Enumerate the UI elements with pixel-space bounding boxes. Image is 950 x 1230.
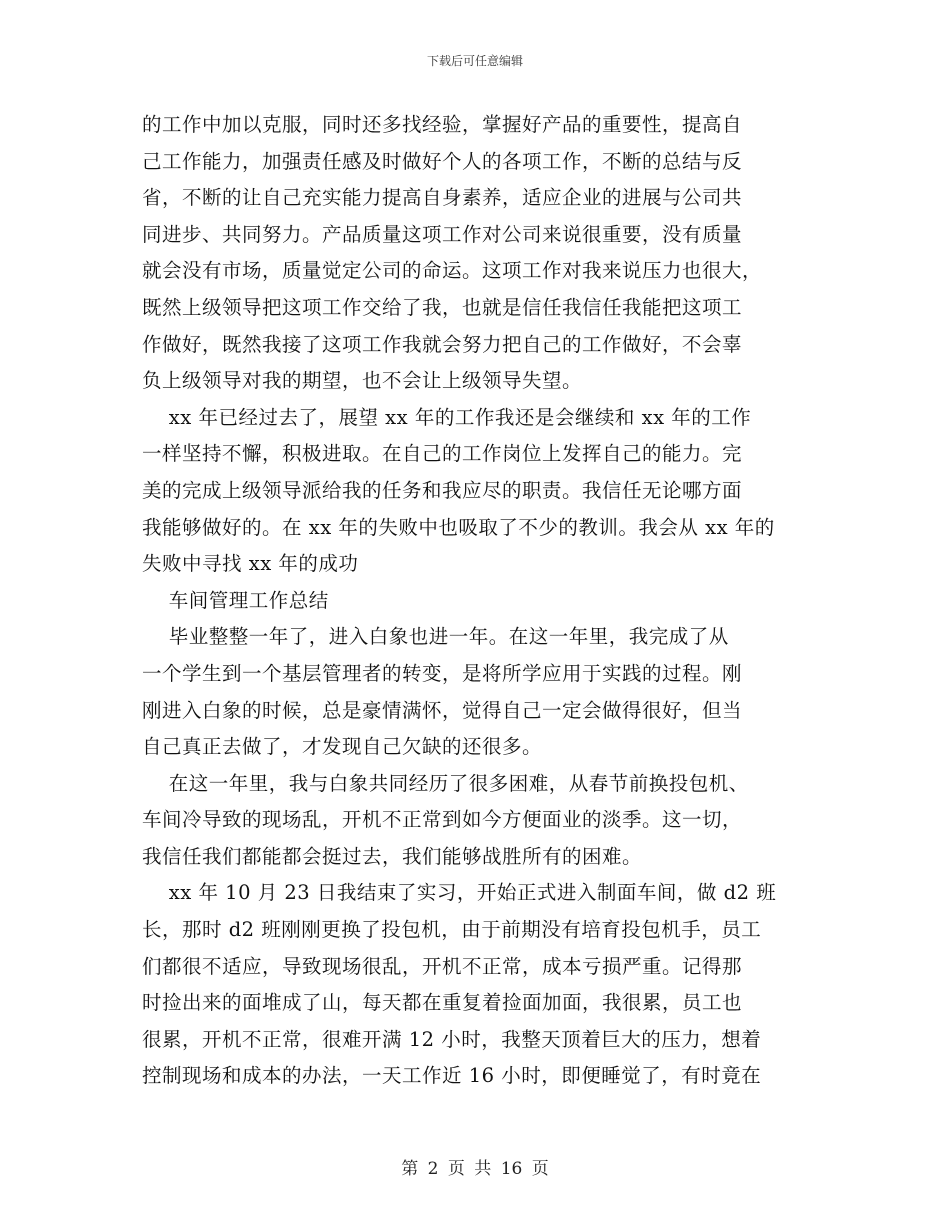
footer-page-word: 页 — [447, 1159, 465, 1179]
paragraph-3: 毕业整整一年了，进入白象也进一年。在这一年里，我完成了从 一个学生到一个基层管理者的转变，是将所学应用于实践的过程。刚 刚进入白象的时候，总是豪情满怀，觉得自己一定会做得很好，但当 自己真正去做了，才发现自己欠缺的还很多。 — [142, 625, 743, 759]
paragraph-4: 在这一年里，我与白象共同经历了很多困难，从春节前换投包机、 车间冷导致的现场乱，开机不正常到如今方便面业的淡季。这一切， 我信任我们都能都会挺过去，我们能够战胜所有的困难。 — [142, 771, 749, 868]
page-header: 下载后可任意编辑 — [426, 54, 523, 68]
document-body — [142, 107, 812, 1095]
paragraph-2: xx 年已经过去了，展望 xx 年的工作我还是会继续和 xx 年的工作 一样坚持不懈，积极进取。在自己的工作岗位上发挥自己的能力。完 美的完成上级领导派给我的任务和我应尽的职责。我信任无论哪方面 我能够做好的。在 xx 年的失败中也吸取了不少的教训。我会从 xx 年的 失败中寻找 xx 年的成功 — [142, 405, 775, 576]
footer-prefix: 第 — [401, 1159, 419, 1179]
page-footer — [0, 1154, 950, 1179]
paragraph-1: 的工作中加以克服，同时还多找经验，掌握好产品的重要性，提高自 己工作能力，加强责任感及时做好个人的各项工作，不断的总结与反 省，不断的让自己充实能力提高自身素养，适应企业的进展与公司共 同进步、共同努力。产品质量这项工作对公司来说很重要，没有质量 就会没有市场，质量觉定公司的命运。这项工作对我来说压力也很大， 既然上级领导把这项工作交给了我，也就是信任我信任我能把这项工 作做好，既然我接了这项工作我就会努力把自己的工作做好，不会辜 负上级领导对我的期望，也不会让上级领导失望。 — [142, 113, 763, 393]
current-page-number: 2 — [427, 1159, 439, 1179]
section-heading: 车间管理工作总结 — [142, 588, 329, 612]
total-pages-number: 16 — [500, 1159, 523, 1179]
footer-suffix: 页 — [531, 1159, 549, 1179]
paragraph-5: xx 年 10 月 23 日我结束了实习，开始正式进入制面车间，做 d2 班 长，那时 d2 班刚刚更换了投包机，由于前期没有培育投包机手，员工 们都很不适应，导致现场很乱，开机不正常，成本亏损严重。记得那 时捡出来的面堆成了山，每天都在重复着捡面加面，我很累，员工也 很累，开机不正常，很难开满 12 小时，我整天顶着巨大的压力，想着 控制现场和成本的办法，一天工作近 16 小时，即便睡觉了，有时竟在 — [142, 881, 777, 1088]
footer-total-word: 共 — [474, 1159, 492, 1179]
